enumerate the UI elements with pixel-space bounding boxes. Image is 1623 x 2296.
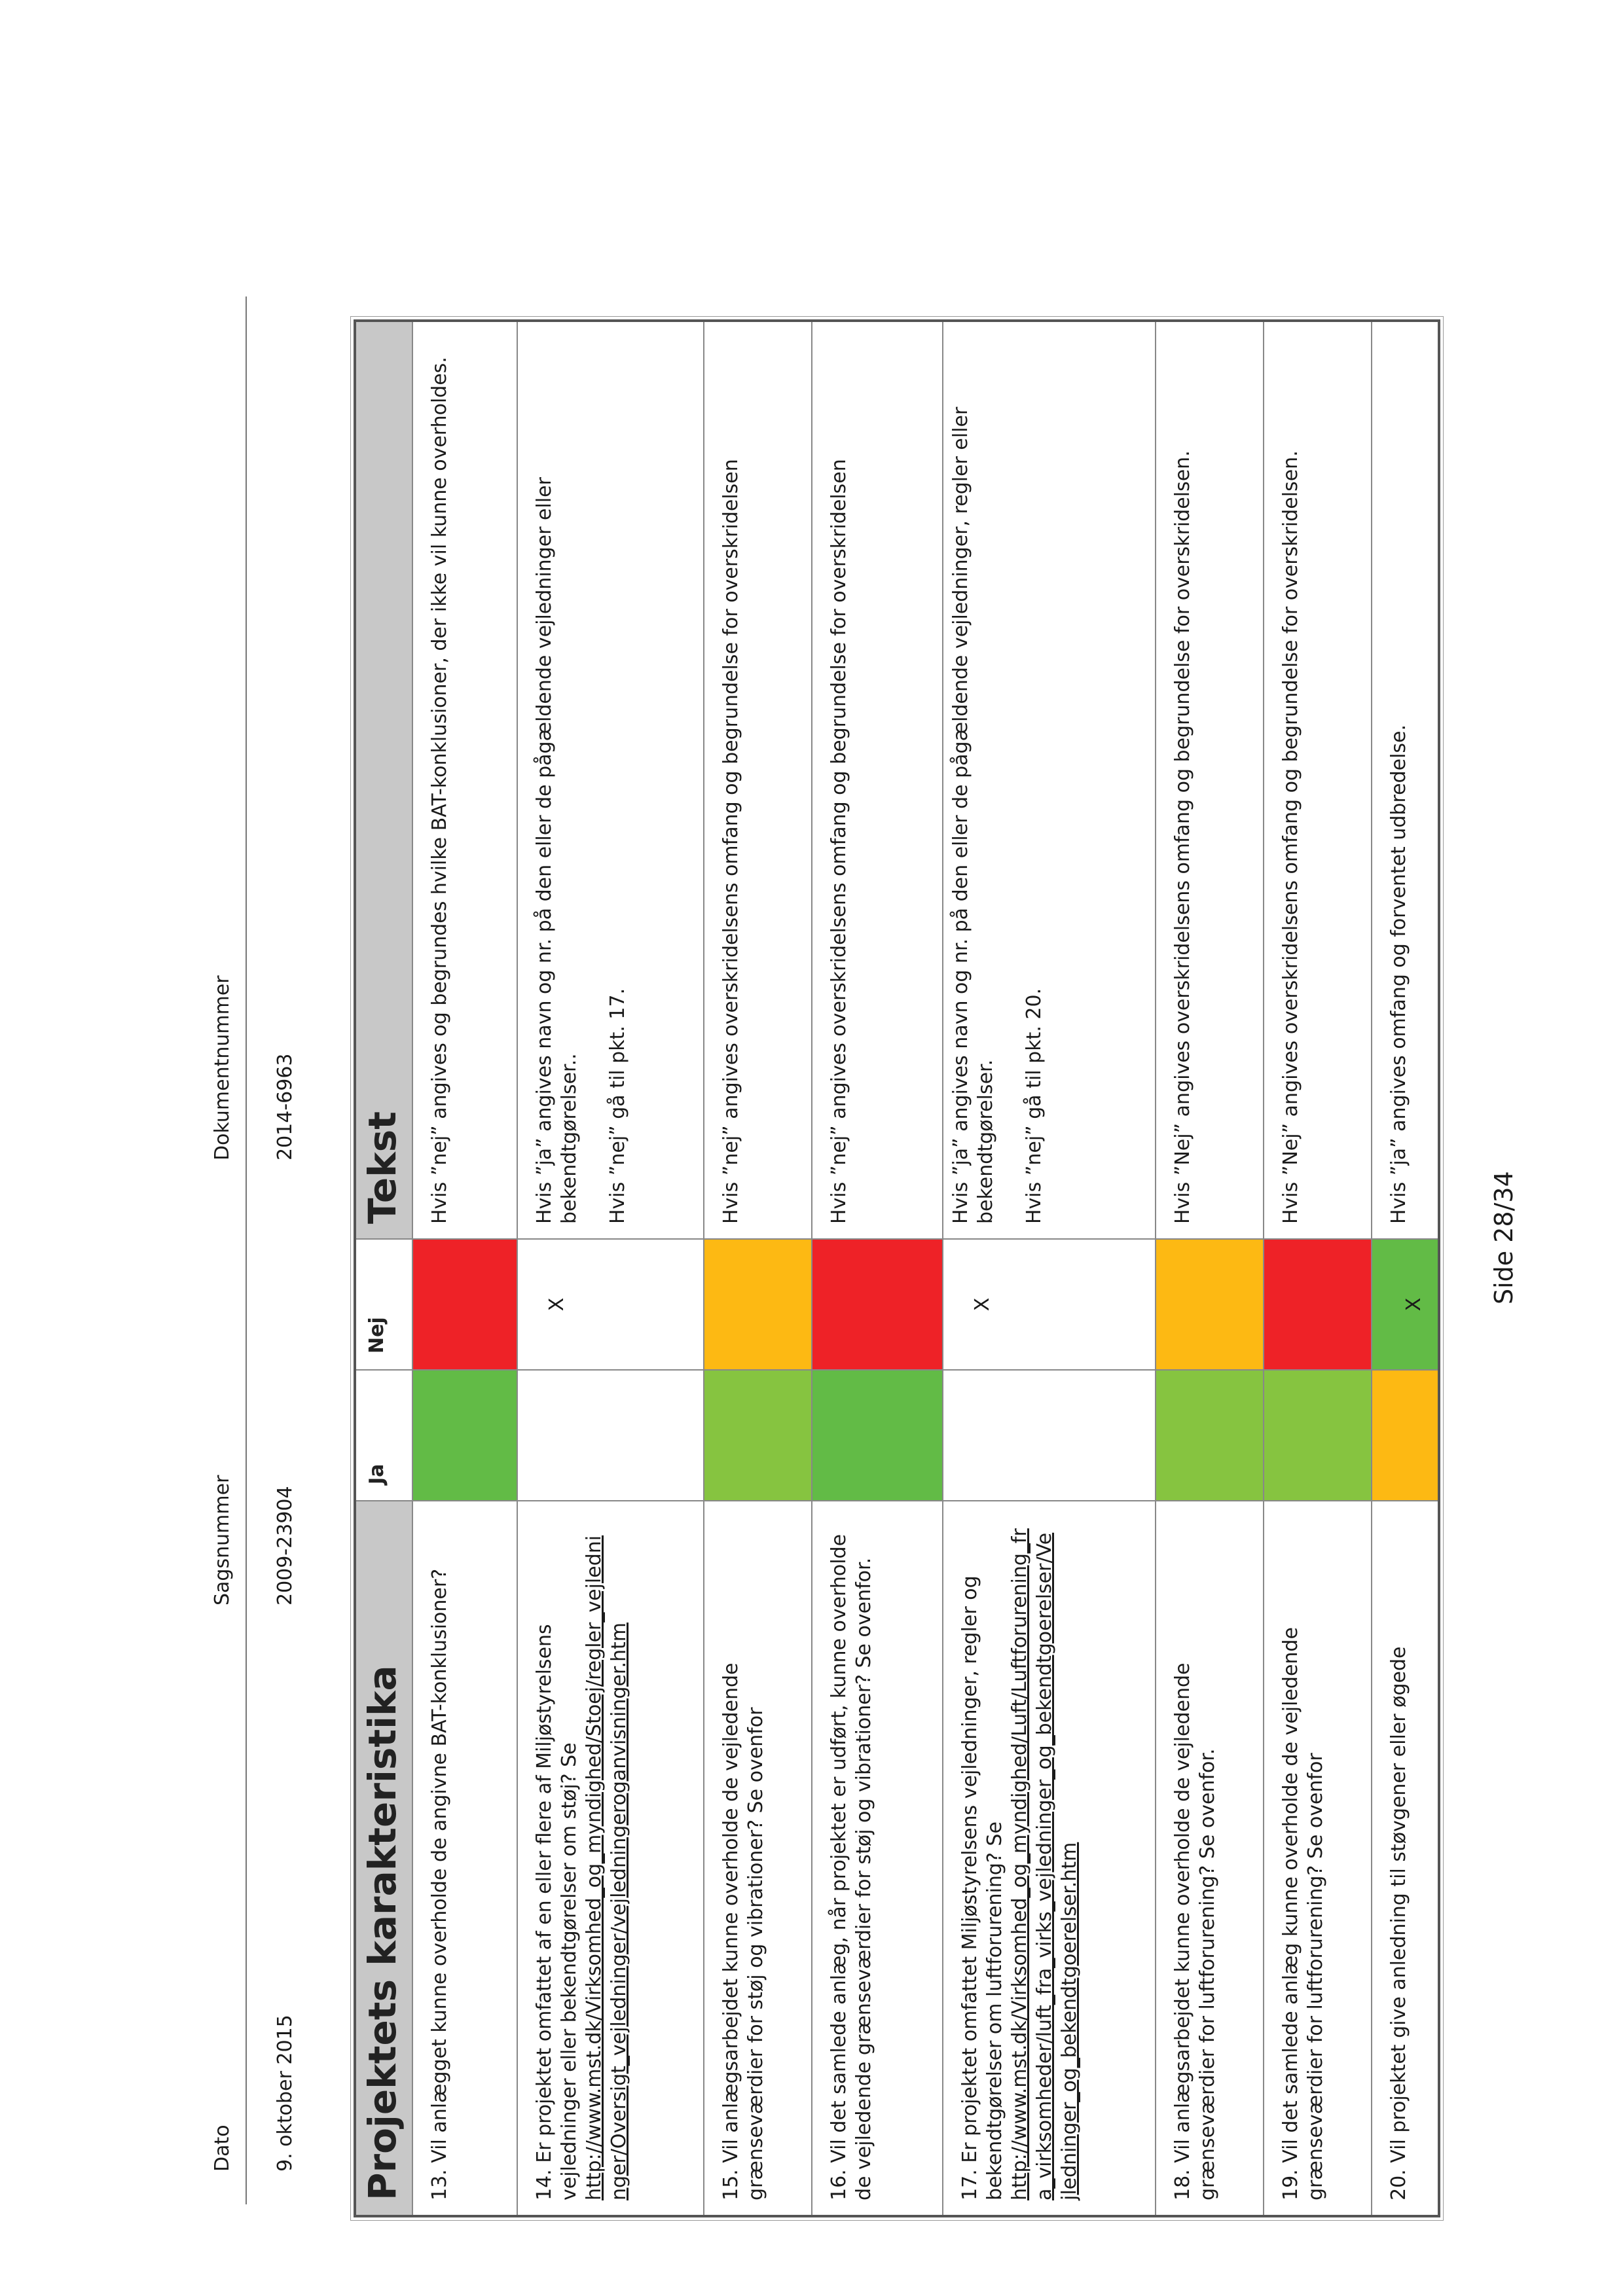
question-cell — [1156, 1501, 1263, 2215]
ja-cell — [1156, 1371, 1263, 1501]
tekst-cell — [704, 322, 811, 1240]
table-row — [1155, 322, 1263, 2215]
nej-cell — [1156, 1240, 1263, 1371]
question-cell — [812, 1501, 942, 2215]
answer-text: Hvis ”nej” angives overskridelsens omfang og begrundelse for overskridelsen — [828, 459, 850, 1224]
answer-text: Hvis ”Nej” angives overskridelsens omfang og begrundelse for overskridelsen. — [1171, 450, 1194, 1224]
answer-text: Hvis ”ja” angives navn og nr. på den eller de pågældende vejledninger eller bekendtgørelser.. — [533, 477, 581, 1224]
characteristics-table — [354, 319, 1440, 2217]
answer-text: Hvis ”Nej” angives overskridelsens omfang og begrundelse for overskridelsen. — [1279, 450, 1302, 1224]
question-text: 19. Vil det samlede anlæg kunne overholde de vejledende grænseværdier for luftforurening? Se ovenfor — [1279, 1627, 1327, 2200]
tekst-cell — [413, 322, 517, 1240]
dokumentnummer-value: 2014-6963 — [274, 1053, 297, 1160]
question-text: 14. Er projektet omfattet af en eller flere af Miljøstyrelsens vejledninger eller bekendtgørelser om støj? Se — [533, 1624, 581, 2200]
question-cell — [413, 1501, 517, 2215]
sagsnummer-label: Sagsnummer — [211, 1475, 234, 1605]
answer-text: Hvis ”ja” angives navn og nr. på den eller de pågældende vejledninger, regler eller bekendtgørelser. — [949, 406, 997, 1224]
ja-cell — [413, 1371, 517, 1501]
page-number: Side 28/34 — [1489, 1171, 1518, 1304]
answer-text: Hvis ”nej” angives overskridelsens omfang og begrundelse for overskridelsen — [720, 459, 742, 1224]
header-cell-nej — [356, 1240, 412, 1371]
column-title-ja: Ja — [365, 1463, 388, 1484]
question-text: 20. Vil projektet give anledning til støvgener eller øgede — [1387, 1646, 1410, 2200]
nej-mark: X — [971, 1297, 994, 1312]
nej-mark: X — [545, 1297, 568, 1312]
ja-cell — [1372, 1371, 1438, 1501]
question-text: 15. Vil anlægsarbejdet kunne overholde de vejledende grænseværdier for støj og vibrationer? Se ovenfor — [720, 1662, 767, 2200]
question-cell — [518, 1501, 703, 2215]
header-cell-ja — [356, 1371, 412, 1501]
header-rule — [246, 296, 247, 2204]
question-text: 18. Vil anlægsarbejdet kunne overholde de vejledende grænseværdier for luftforurening? Se ovenfor. — [1171, 1662, 1219, 2200]
nej-mark: X — [1402, 1297, 1425, 1312]
sagsnummer-value: 2009-23904 — [274, 1486, 297, 1605]
table-header-row — [356, 322, 412, 2215]
tekst-cell — [1264, 322, 1371, 1240]
answer-text-secondary: Hvis ”nej” gå til pkt. 17. — [606, 988, 629, 1224]
header-cell-tekst — [356, 322, 412, 1240]
question-text: 17. Er projektet omfattet Miljøstyrelsens vejledninger, regler og bekendtgørelser om luftforurening? Se — [958, 1575, 1006, 2200]
ja-cell — [812, 1371, 942, 1501]
question-text: 16. Vil det samlede anlæg, når projektet er udført, kunne overholde de vejledende grænseværdier for støj og vibrationer? Se ovenfor. — [828, 1534, 875, 2200]
table-row — [412, 322, 517, 2215]
nej-cell — [518, 1240, 703, 1371]
ja-cell — [1264, 1371, 1371, 1501]
answer-text: Hvis ”ja” angives omfang og forventet udbredelse. — [1387, 724, 1410, 1224]
question-cell — [1264, 1501, 1371, 2215]
dato-label: Dato — [211, 2125, 234, 2172]
table-row — [1263, 322, 1371, 2215]
nej-cell — [1264, 1240, 1371, 1371]
column-title-projektets: Projektets karakteristika — [360, 1665, 405, 2200]
dato-value: 9. oktober 2015 — [274, 2015, 297, 2172]
table-row — [811, 322, 942, 2215]
header-cell-title — [356, 1501, 412, 2215]
nej-cell — [943, 1240, 1155, 1371]
question-text: 13. Vil anlægget kunne overholde de angivne BAT-konklusioner? — [428, 1568, 451, 2200]
tekst-cell — [1372, 322, 1438, 1240]
question-link[interactable]: http://www.mst.dk/Virksomhed_og_myndighed/Luft/Luftforurening_fra_virksomheder/luft_fra_virks_vejledninger_og_bekendtgoerelser/Vejledninger_og_bekendtgoerelser.htm — [1008, 1528, 1081, 2200]
ja-cell — [943, 1371, 1155, 1501]
question-cell — [1372, 1501, 1438, 2215]
nej-cell — [704, 1240, 811, 1371]
ja-cell — [518, 1371, 703, 1501]
question-link[interactable]: http://www.mst.dk/Virksomhed_og_myndighed/Stoej/regler_vejledninger/Oversigt_vejledninger/vejledningeroganvisninger.htm — [583, 1535, 630, 2200]
table-row — [942, 322, 1155, 2215]
tekst-cell — [518, 322, 703, 1240]
dokumentnummer-label: Dokumentnummer — [211, 975, 234, 1160]
column-title-nej: Nej — [365, 1317, 388, 1354]
nej-cell — [413, 1240, 517, 1371]
answer-text: Hvis ”nej” angives og begrundes hvilke BAT-konklusioner, der ikke vil kunne overholdes. — [428, 357, 451, 1224]
question-cell — [704, 1501, 811, 2215]
table-row — [517, 322, 703, 2215]
answer-text-secondary: Hvis ”nej” gå til pkt. 20. — [1023, 988, 1046, 1224]
nej-cell — [1372, 1240, 1438, 1371]
tekst-cell — [1156, 322, 1263, 1240]
table-row — [703, 322, 811, 2215]
table-row — [1371, 322, 1438, 2215]
nej-cell — [812, 1240, 942, 1371]
ja-cell — [704, 1371, 811, 1501]
column-title-tekst: Tekst — [360, 1111, 405, 1224]
tekst-cell — [943, 322, 1155, 1240]
question-cell — [943, 1501, 1155, 2215]
tekst-cell — [812, 322, 942, 1240]
